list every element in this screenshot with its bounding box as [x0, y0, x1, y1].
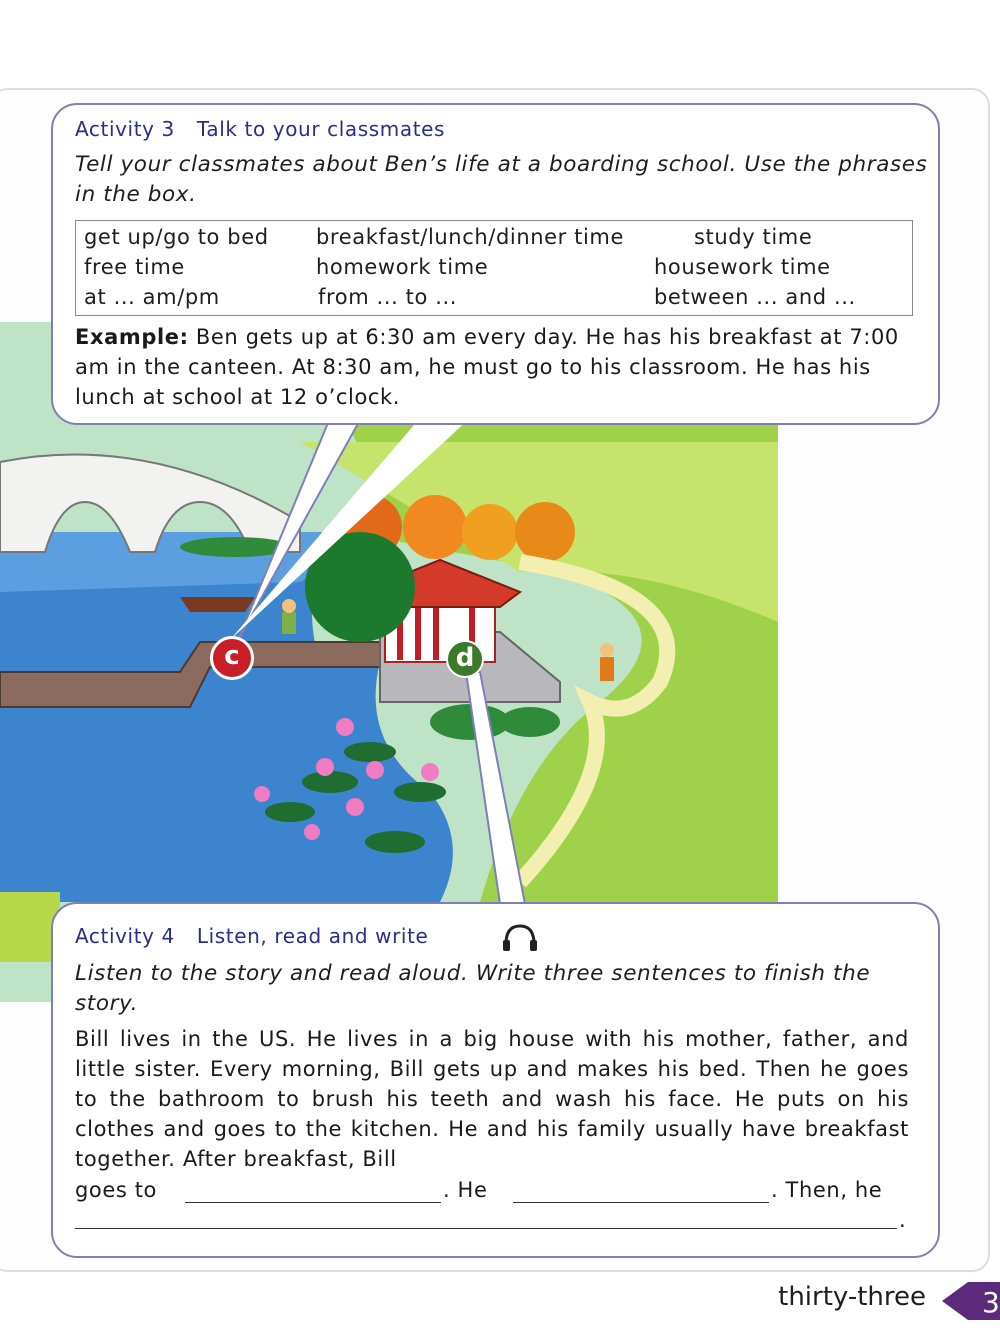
phrase-item: get up/go to bed	[84, 225, 269, 249]
phrase-item: free time	[84, 255, 185, 279]
location-marker-c: c	[210, 636, 254, 680]
activity-3-heading	[75, 117, 445, 141]
activity-4-title: Listen, read and write	[196, 924, 429, 948]
phrase-box	[75, 220, 913, 316]
activity-4-number: Activity 4	[75, 924, 175, 948]
phrase-item: from ... to ...	[318, 285, 458, 309]
activity-4-panel	[51, 902, 940, 1258]
story-blank-prefix: goes to	[75, 1178, 157, 1202]
phrase-item: breakfast/lunch/dinner time	[316, 225, 625, 249]
phrase-item: at ... am/pm	[84, 285, 220, 309]
story-blank-end: .	[899, 1208, 907, 1232]
phrase-item: between ... and ...	[654, 285, 856, 309]
activity-4-instruction: Listen to the story and read aloud. Write three sentences to finish the story.	[75, 961, 871, 1016]
phrase-item: study time	[694, 225, 813, 249]
phrase-item: housework time	[654, 255, 831, 279]
headphones-icon[interactable]	[501, 922, 539, 954]
activity-3-panel	[51, 103, 940, 425]
answer-blank-2[interactable]	[513, 1202, 769, 1203]
answer-blank-1[interactable]	[185, 1202, 441, 1203]
page-number-label: thirty-three	[778, 1282, 926, 1312]
page-tab	[942, 1278, 1000, 1324]
page-tab-number: 3	[982, 1286, 1000, 1319]
activity-3-instruction: Tell your classmates about Ben’s life at a boarding school. Use the phrases in the box.	[75, 152, 928, 207]
phrase-item: homework time	[316, 255, 489, 279]
story-text: Bill lives in the US. He lives in a big house with his mother, father, and little sister. Every morning, Bill gets up and makes his bed. Then he goes to the bathroom to brush his teeth and wash his face. He puts on his clothes and goes to the kitchen. He and his family usually have breakfast together. After breakfast, Bill	[75, 1027, 909, 1171]
activity-4-heading	[75, 924, 428, 948]
example-label: Example:	[75, 325, 189, 349]
example-text: Ben gets up at 6:30 am every day. He has his breakfast at 7:00 am in the canteen. At 8:30 am, he must go to his classroom. He has his lunch at school at 12 o’clock.	[75, 325, 899, 409]
story-blank-suffix: . Then, he	[771, 1178, 883, 1202]
location-marker-d: d	[446, 640, 484, 678]
activity-3-number: Activity 3	[75, 117, 175, 141]
example-paragraph	[75, 322, 935, 412]
answer-blank-3[interactable]	[75, 1228, 897, 1229]
activity-3-title: Talk to your classmates	[196, 117, 446, 141]
story-blank-middle: . He	[443, 1178, 488, 1202]
